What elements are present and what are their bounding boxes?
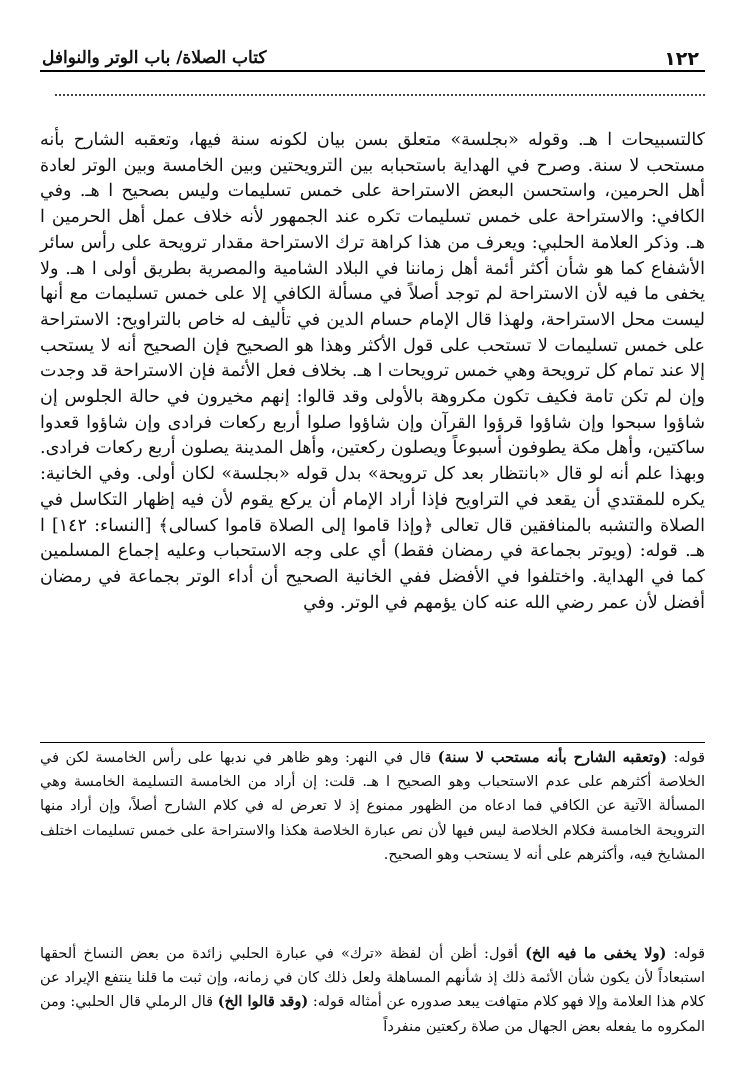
footnote-1 [40,746,705,867]
footnote-2 [40,942,705,1039]
running-title: كتاب الصلاة/ باب الوتر والنوافل [42,48,267,68]
note-lead: قوله: [667,750,705,766]
note-lemma: (وتعقبه الشارح بأنه مستحب لا سنة) [437,749,668,766]
main-text [40,128,705,616]
main-paragraph: كالتسبيحات ا هـ. وقوله «بجلسة» متعلق بسن بيان لكونه سنة فيها، وتعقبه الشارح بأنه مستحب لا سنة. وصرح في الهداية باستحبابه بين الترويحتين وبين الخامسة وبين الوتر لعادة أهل الحرمين، واستحسن البعض الاستراحة على خمس تسليمات وليس بصحيح ا هـ. وفي الكافي: والاستراحة على خمس تسليمات تكره عند الجمهور لأنه خلاف عمل أهل الحرمين ا هـ. وذكر العلامة الحلبي: ويعرف من هذا كراهة ترك الاستراحة مقدار ترويحة على رأس سائر الأشفاع كما هو شأن أكثر أئمة أهل زماننا في البلاد الشامية والمصرية بطريق أولى ا هـ. ولا يخفى ما فيه لأن الاستراحة لم توجد أصلاً في مسألة الكافي إلا على خمس تسليمات مع أنها ليست محل الاستراحة، ولهذا قال الإمام حسام الدين في تأليف له خاص بالتراويح: الاستراحة على خمس تسليمات لا تستحب على قول الأكثر وهذا هو الصحيح فإن الصحيح أنه لا يستحب إلا عند تمام كل ترويحة وهي خمس ترويحات ا هـ. بخلاف فعل الأئمة فإن الاستراحة قد وجدت وإن لم تكن تامة فكيف تكون مكروهة بالأولى وقد قالوا: إنهم مخيرون في حالة الجلوس إن شاؤوا سبحوا وإن شاؤوا قرؤوا القرآن وإن شاؤوا صلوا أربع ركعات فرادى وإن شاؤوا قعدوا ساكتين، وأهل مكة يطوفون أسبوعاً ويصلون ركعتين، وأهل المدينة يصلون أربع ركعات فرادى. وبهذا علم أنه لو قال «بانتظار بعد كل ترويحة» بدل قوله «بجلسة» لكان أولى. وفي الخانية: يكره للمقتدي أن يقعد في التراويح فإذا أراد الإمام أن يركع يقوم لأن فيه إظهار التكاسل في الصلاة والتشبه بالمنافقين قال تعالى ﴿وإذا قاموا إلى الصلاة قاموا كسالى﴾ [النساء: ١٤٢] ا هـ. قوله: (ويوتر بجماعة في رمضان فقط) أي على وجه الاستحباب وعليه إجماع المسلمين كما في الهداية. واختلفوا في الأفضل ففي الخانية الصحيح أن أداء الوتر بجماعة في رمضان أفضل لأن عمر رضي الله عنه كان يؤمهم في الوتر. وفي [40,130,705,613]
note-body: قال في النهر: وهو ظاهر في ندبها على رأس الخامسة لكن في الخلاصة أكثرهم على عدم الاستحباب وهو الصحيح ا هـ. قلت: إن أراد من الخامسة التسليمة الخامسة وهي المسألة الآتية عن الكافي فما ادعاه من الظهور ممنوع إذ لا تعرض له في كلام الشارح أصلاً، وإن أراد منها الترويحة الخامسة فكلام الخلاصة ليس فيها لأن نص عبارة الخلاصة هكذا والاستراحة على خمس تسليمات اختلف المشايخ فيه، وأكثرهم على أنه لا يستحب وهو الصحيح. [40,750,705,863]
note-body: أقول: أظن أن لفظة «ترك» في عبارة الحلبي زائدة من بعض النساخ ألحقها استبعاداً لأن يكون شأن الأئمة ذلك إذ شأنهم المساهلة ولعل ذلك كان في زمانه، وإن ثبت ما قلنا ينتفع الإيراد عن كلام هذا العلامة وإلا فهو كلام متهافت يبعد صدوره عن أمثاله قوله: [40,946,705,1011]
footnote-rule [40,742,705,743]
footnote-paragraph [40,942,705,1039]
note-lemma-2: (وقد قالوا الخ) [217,993,309,1011]
page-header [40,48,705,78]
note-lead: قوله: [666,946,706,962]
header-rule [40,70,705,72]
note-body-2: قال الرملي قال الحلبي: ومن المكروه ما يفعله بعض الجهال من صلاة ركعتين منفرداً [40,994,705,1035]
book-page [40,30,705,1070]
dotted-separator [55,94,705,96]
page-number: ١٢٢ [664,48,699,70]
note-lemma: (ولا يخفى ما فيه الخ) [525,945,667,962]
footnote-paragraph [40,746,705,867]
